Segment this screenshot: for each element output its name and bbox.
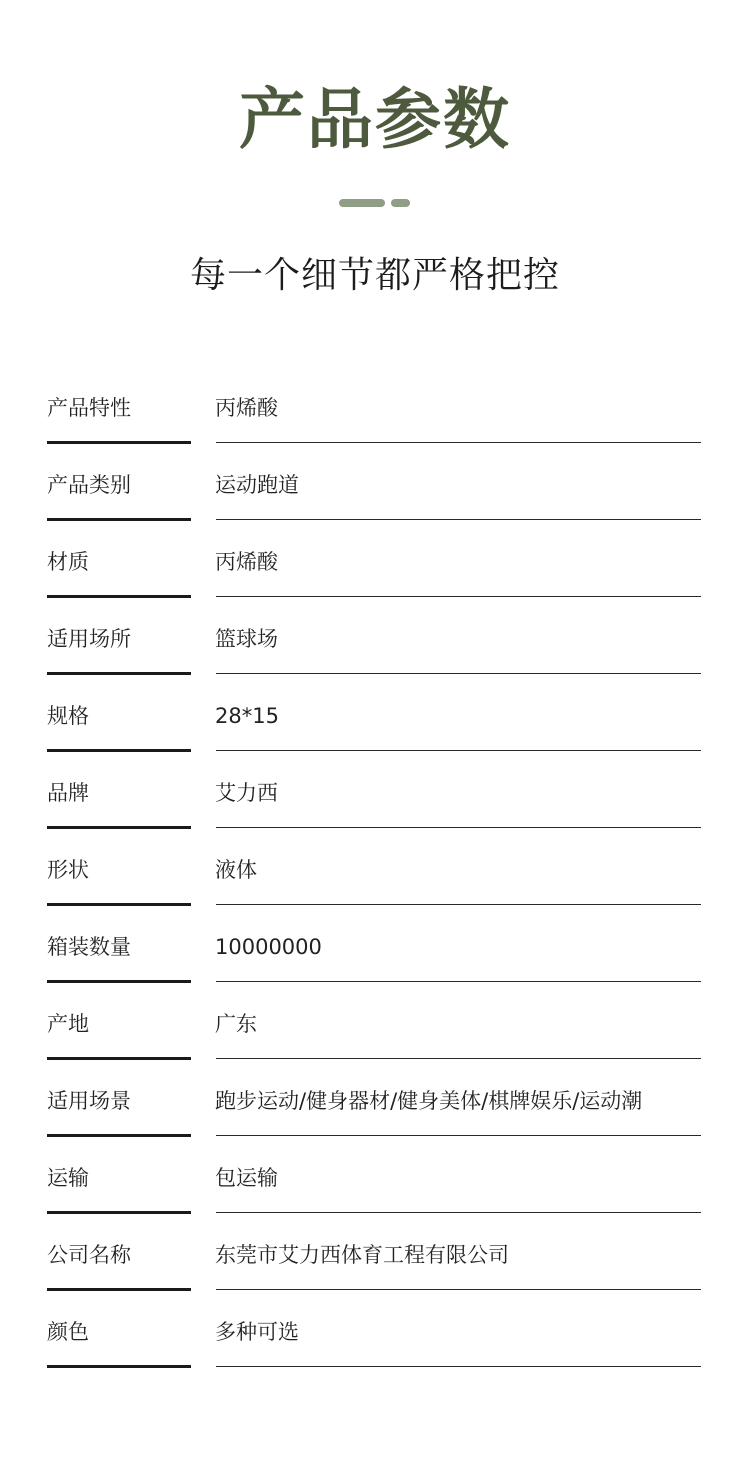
spec-row [0,1292,750,1369]
value-underline [216,442,701,443]
spec-value: 28*15 [215,704,279,728]
spec-row [0,676,750,753]
key-underline [47,1134,191,1137]
title-divider-short [391,199,410,207]
value-underline [216,1058,701,1059]
spec-value: 东莞市艾力西体育工程有限公司 [215,1243,509,1267]
spec-row [0,445,750,522]
spec-row [0,1061,750,1138]
value-underline [216,673,701,674]
key-underline [47,1211,191,1214]
value-underline [216,904,701,905]
value-underline [216,1135,701,1136]
spec-value: 跑步运动/健身器材/健身美体/棋牌娱乐/运动潮 [215,1089,643,1113]
spec-key: 形状 [47,858,89,882]
spec-key: 产品特性 [47,396,131,420]
spec-value: 丙烯酸 [215,396,278,420]
page-title: 产品参数 [239,81,511,158]
value-underline [216,519,701,520]
spec-key: 规格 [47,704,89,728]
key-underline [47,980,191,983]
spec-key: 材质 [47,550,89,574]
value-underline [216,596,701,597]
spec-value: 篮球场 [215,627,278,651]
key-underline [47,1057,191,1060]
spec-row [0,830,750,907]
spec-key: 箱装数量 [47,935,131,959]
spec-value: 10000000 [215,935,322,959]
page-subtitle: 每一个细节都严格把控 [189,255,560,296]
spec-row [0,368,750,445]
key-underline [47,595,191,598]
spec-table [0,368,750,1369]
key-underline [47,903,191,906]
spec-key: 适用场景 [47,1089,131,1113]
key-underline [47,826,191,829]
spec-value: 液体 [215,858,257,882]
spec-row [0,1215,750,1292]
key-underline [47,672,191,675]
spec-value: 包运输 [215,1166,278,1190]
spec-row [0,522,750,599]
spec-key: 公司名称 [47,1243,131,1267]
spec-value: 多种可选 [215,1320,299,1344]
spec-key: 产地 [47,1012,89,1036]
spec-key: 运输 [47,1166,89,1190]
spec-value: 艾力西 [215,781,278,805]
spec-row [0,984,750,1061]
spec-row [0,753,750,830]
key-underline [47,749,191,752]
spec-row [0,1138,750,1215]
value-underline [216,1212,701,1213]
value-underline [216,1366,701,1367]
spec-value: 丙烯酸 [215,550,278,574]
key-underline [47,518,191,521]
spec-key: 颜色 [47,1320,89,1344]
key-underline [47,1288,191,1291]
spec-row [0,599,750,676]
spec-value: 广东 [215,1012,257,1036]
value-underline [216,827,701,828]
value-underline [216,1289,701,1290]
spec-key: 品牌 [47,781,89,805]
key-underline [47,1365,191,1368]
spec-row [0,907,750,984]
spec-key: 产品类别 [47,473,131,497]
spec-key: 适用场所 [47,627,131,651]
value-underline [216,750,701,751]
key-underline [47,441,191,444]
spec-value: 运动跑道 [215,473,299,497]
value-underline [216,981,701,982]
title-divider-long [339,199,385,207]
